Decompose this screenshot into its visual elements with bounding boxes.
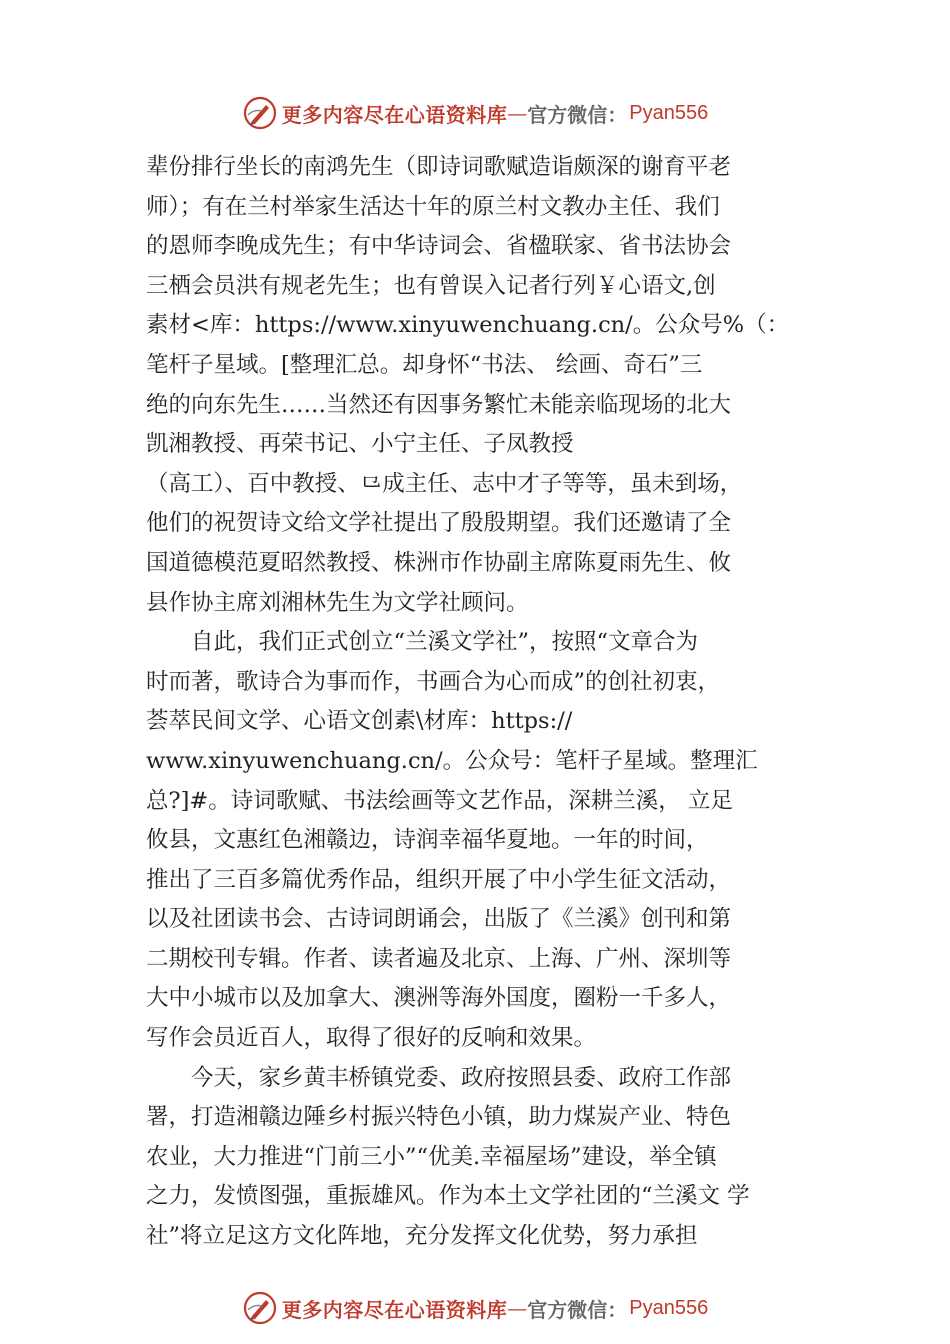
pen-logo-icon <box>242 95 278 131</box>
body-line: （高工）、百中教授、⺋成主任、志中才子等等，虽未到场， <box>146 470 743 497</box>
body-line: 农业，大力推进“门前三小”“优美.幸福屋场”建设，举全镇 <box>146 1143 717 1170</box>
body-line: 师）；有在兰村举家生活达十年的原兰村文教办主任、我们 <box>146 193 720 220</box>
body-line: 总?]#。诗词歌赋、书法绘画等文艺作品，深耕兰溪， 立足 <box>146 787 733 814</box>
body-line: 荟萃民间文学、心语文创素\材库：https:// <box>146 708 573 735</box>
body-line: 社”将立足这方文化阵地，充分发挥文化优势，努力承担 <box>146 1223 698 1250</box>
banner-wechat-label: 官方微信： <box>527 1297 628 1322</box>
article-body <box>146 148 816 1257</box>
body-line: 今天，家乡黄丰桥镇党委、政府按照县委、政府工作部 <box>146 1064 732 1091</box>
body-line: 写作会员近百人，取得了很好的反响和效果。 <box>146 1025 597 1052</box>
body-line: 二期校刊专辑。作者、读者遍及北京、上海、广州、深圳等 <box>146 945 732 972</box>
body-line: 素材<库：https://www.xinyuwenchuang.cn/。公众号%（： <box>146 312 790 339</box>
body-line: 辈份排行坐长的南鸿先生（即诗词歌赋造诣颇深的谢育平老 <box>146 154 732 180</box>
header-banner <box>0 93 950 133</box>
body-line: 以及社团读书会、古诗词朗诵会，出版了《兰溪》创刊和第 <box>146 906 732 933</box>
body-line: 他们的祝贺诗文给文学社提出了殷殷期望。我们还邀请了全 <box>146 510 732 537</box>
footer-banner <box>0 1288 950 1328</box>
body-line: 自此，我们正式创立“兰溪文学社”，按照“文章合为 <box>146 629 699 656</box>
banner-wechat-id: Pyan556 <box>629 1296 709 1319</box>
pen-logo-icon <box>242 1290 278 1326</box>
body-line: 笔杆子星域。[整理汇总。却身怀“书法、 绘画、奇石”三 <box>146 351 703 378</box>
body-line: www.xinyuwenchuang.cn/。公众号：笔杆子星域。整理汇 <box>146 747 758 774</box>
body-line: 之力，发愤图强，重振雄风。作为本土文学社团的“兰溪文 学 <box>146 1183 750 1210</box>
banner-title: 更多内容尽在心语资料库 <box>281 102 508 127</box>
body-line: 国道德模范夏昭然教授、株洲市作协副主席陈夏雨先生、攸 <box>146 549 732 576</box>
body-line: 三栖会员洪有规老先生；也有曾误入记者行列￥心语文,创 <box>146 272 716 299</box>
banner-title: 更多内容尽在心语资料库 <box>281 1297 508 1322</box>
banner-dash: — <box>507 101 528 125</box>
body-line: 县作协主席刘湘林先生为文学社顾问。 <box>146 589 529 616</box>
body-line: 攸县，文惠红色湘赣边，诗润幸福华夏地。一年的时间， <box>146 827 709 854</box>
body-line: 的恩师李晚成先生；有中华诗词会、省楹联家、省书法协会 <box>146 233 732 260</box>
body-line: 大中小城市以及加拿大、澳洲等海外国度，圈粉一千多人， <box>146 985 732 1012</box>
banner-wechat-label: 官方微信： <box>527 102 628 127</box>
body-line: 推出了三百多篇优秀作品，组织开展了中小学生征文活动， <box>146 866 732 893</box>
body-line: 署，打造湘赣边陲乡村振兴特色小镇，助力煤炭产业、特色 <box>146 1104 732 1131</box>
body-line: 凯湘教授、再荣书记、小宁主任、子凤教授 <box>146 431 574 458</box>
body-line: 绝的向东先生……当然还有因事务繁忙未能亲临现场的北大 <box>146 391 732 418</box>
banner-dash: — <box>507 1296 528 1320</box>
banner-wechat-id: Pyan556 <box>629 101 709 124</box>
body-line: 时而著，歌诗合为事而作，书画合为心而成”的创社初衷， <box>146 668 721 695</box>
